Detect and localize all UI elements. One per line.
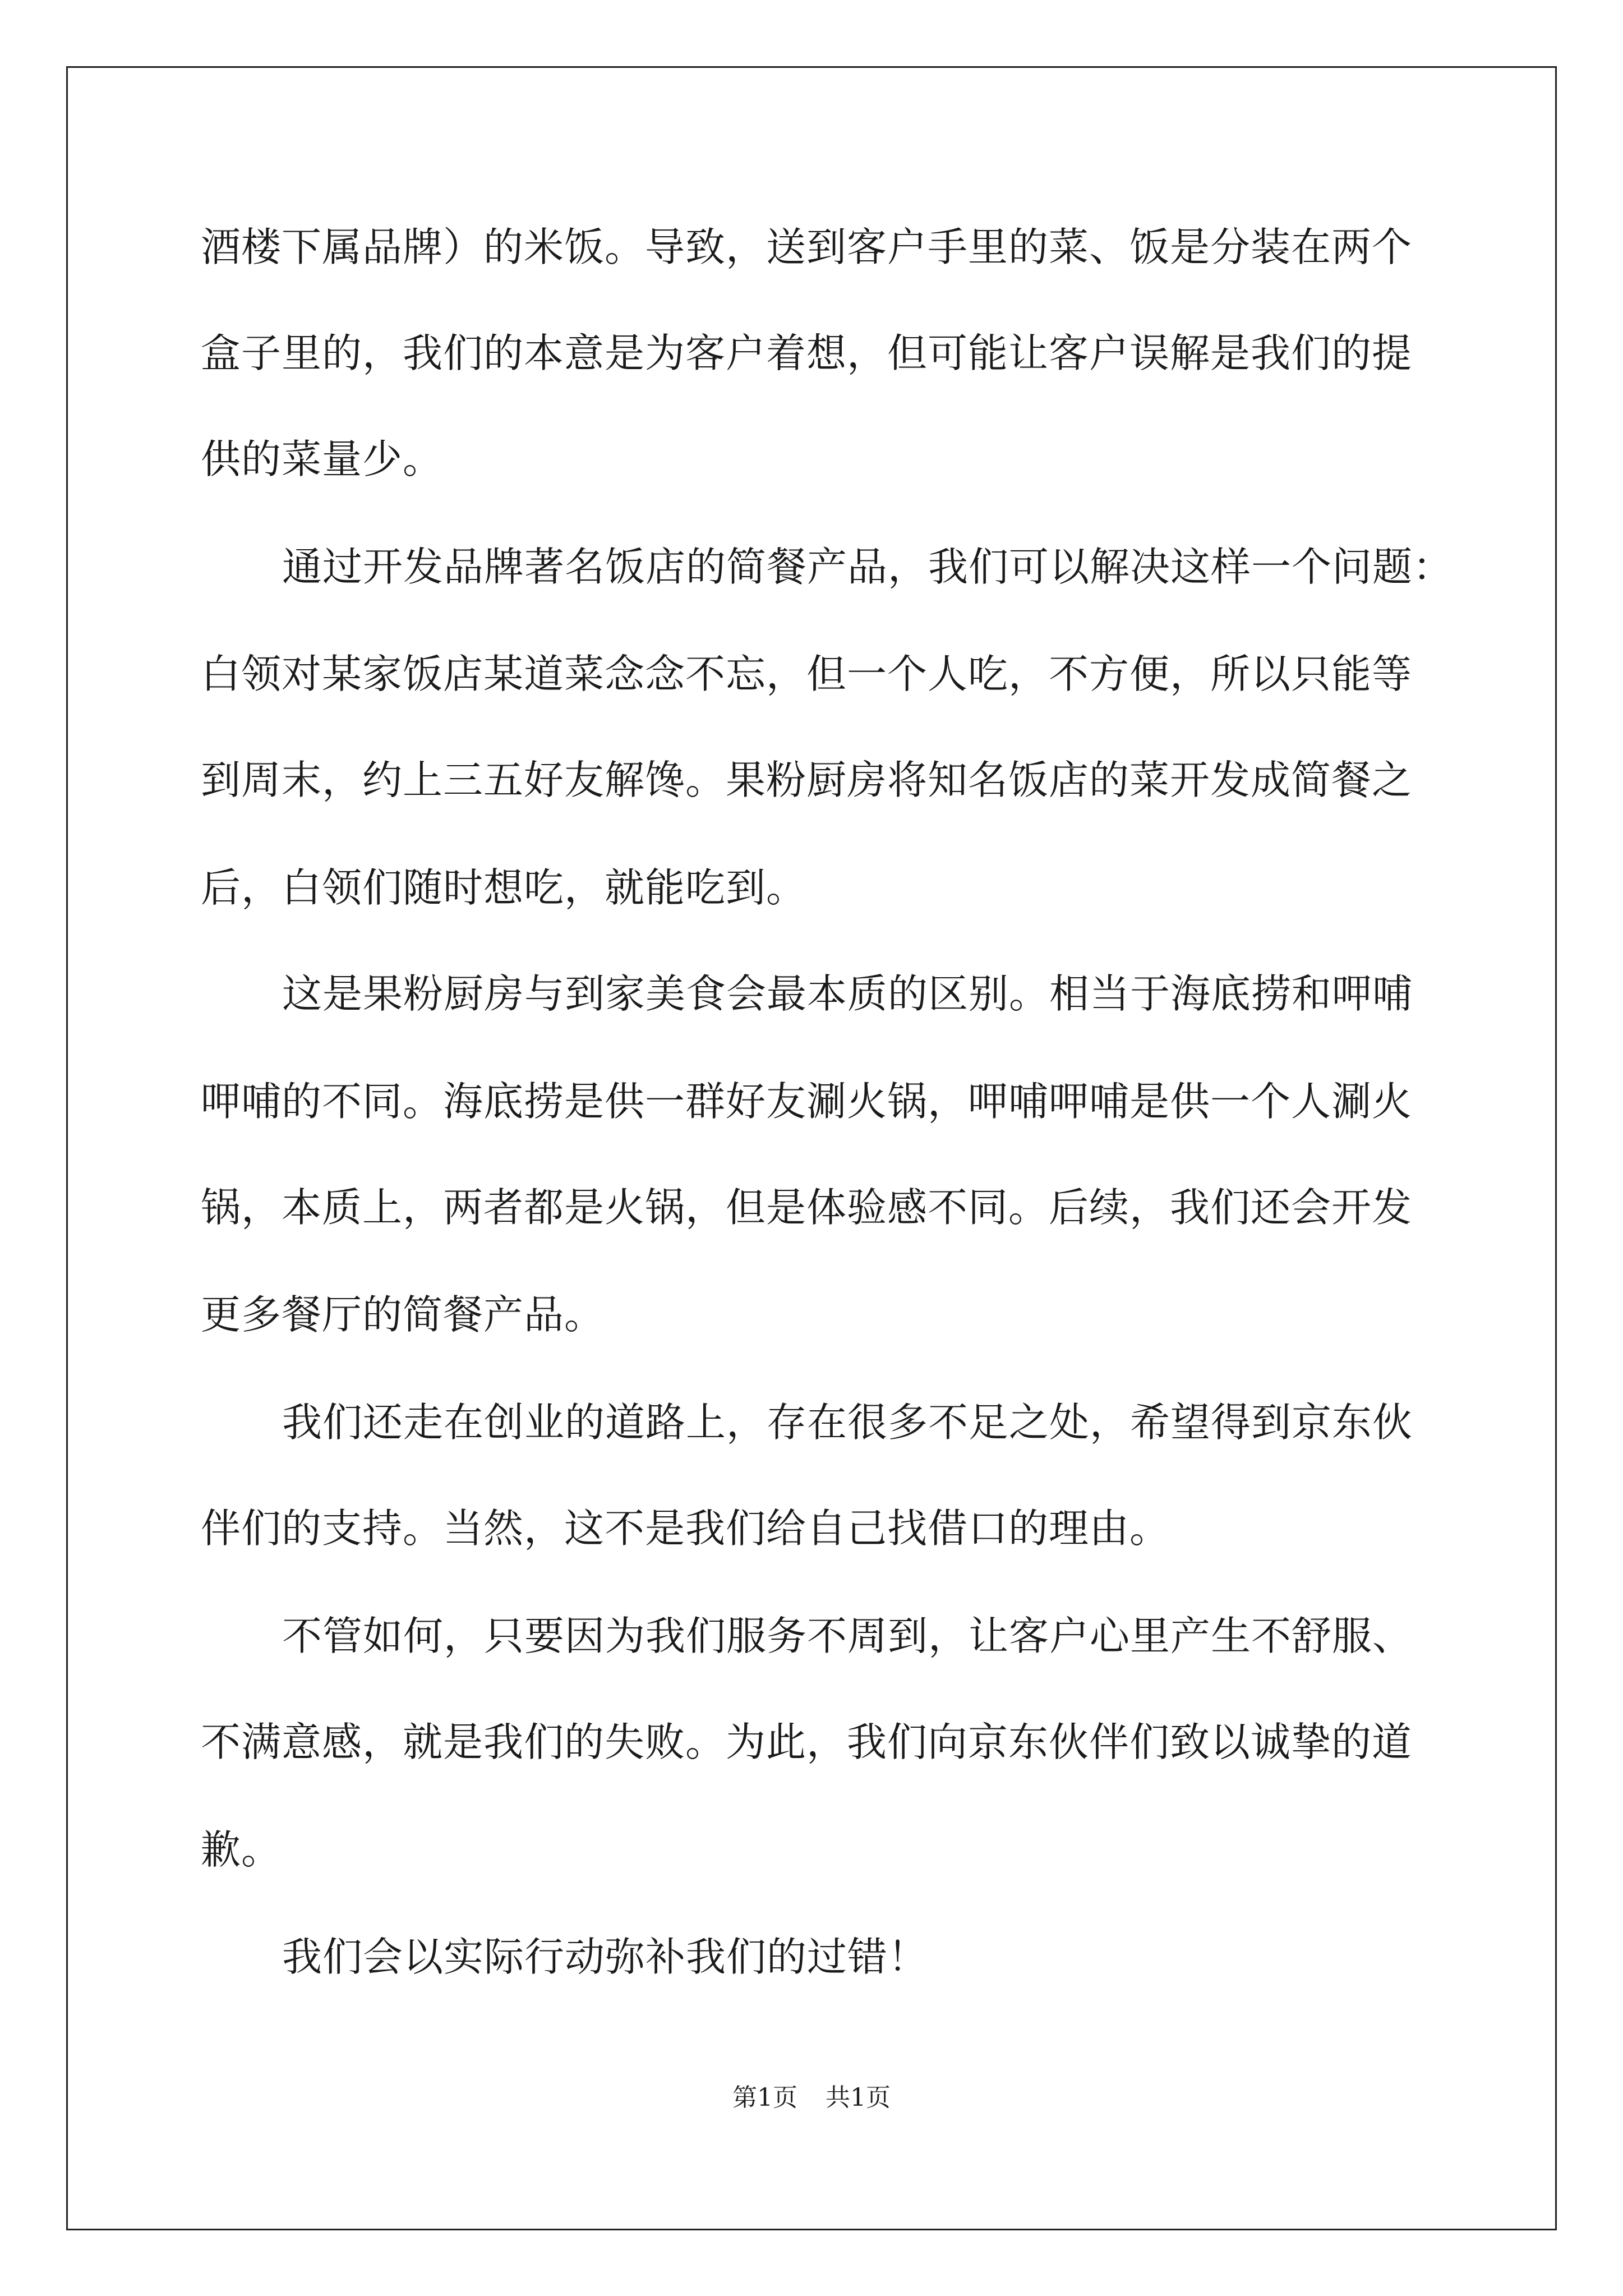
text-line: 锅，本质上，两者都是火锅，但是体验感不同。后续，我们还会开发 — [201, 1184, 1413, 1231]
text-line: 通过开发品牌著名饭店的简餐产品，我们可以解决这样一个问题： — [282, 544, 1454, 590]
text-line: 伴们的支持。当然，这不是我们给自己找借口的理由。 — [201, 1505, 1170, 1552]
page-footer — [0, 2081, 1623, 2115]
text-line: 我们会以实际行动弥补我们的过错！ — [282, 1934, 929, 1980]
page-number-current: 第1页 — [732, 2083, 797, 2112]
text-line: 到周末，约上三五好友解馋。果粉厨房将知名饭店的菜开发成简餐之 — [201, 757, 1413, 803]
text-line: 不管如何，只要因为我们服务不周到，让客户心里产生不舒服、 — [282, 1613, 1413, 1659]
text-line: 不满意感，就是我们的失败。为此，我们向京东伙伴们致以诚挚的道 — [201, 1719, 1413, 1765]
page-number-total: 共1页 — [826, 2083, 891, 2112]
text-line: 歉。 — [201, 1826, 282, 1873]
text-line: 供的菜量少。 — [201, 436, 444, 482]
page-border — [66, 66, 1557, 2230]
text-line: 我们还走在创业的道路上，存在很多不足之处，希望得到京东伙 — [282, 1399, 1413, 1446]
text-line: 后，白领们随时想吃，就能吃到。 — [201, 864, 807, 911]
text-line: 呷哺的不同。海底捞是供一群好友涮火锅，呷哺呷哺是供一个人涮火 — [201, 1078, 1413, 1125]
text-line: 这是果粉厨房与到家美食会最本质的区别。相当于海底捞和呷哺 — [282, 970, 1413, 1017]
text-line: 更多餐厅的简餐产品。 — [201, 1291, 605, 1338]
text-line: 盒子里的，我们的本意是为客户着想，但可能让客户误解是我们的提 — [201, 330, 1413, 376]
text-line: 酒楼下属品牌）的米饭。导致，送到客户手里的菜、饭是分装在两个 — [201, 224, 1413, 270]
text-line: 白领对某家饭店某道菜念念不忘，但一个人吃，不方便，所以只能等 — [201, 651, 1413, 697]
